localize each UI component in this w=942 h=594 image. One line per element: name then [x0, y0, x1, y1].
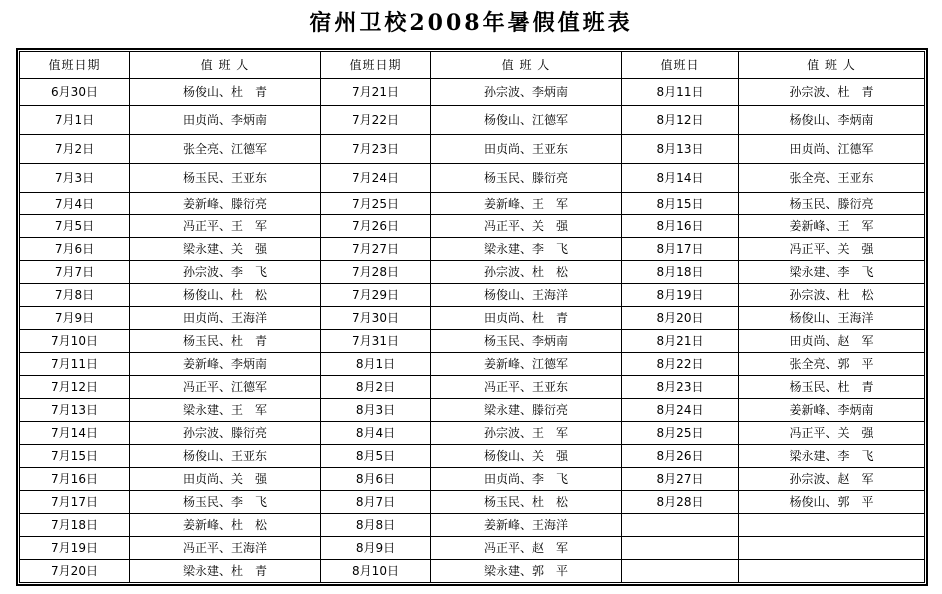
table-row	[20, 193, 925, 215]
person-cell: 杨玉民、杜 青	[739, 376, 925, 399]
person-cell: 梁永建、关 强	[130, 238, 321, 261]
duty-schedule-table	[19, 51, 925, 583]
date-cell: 7月2日	[20, 135, 130, 164]
date-cell: 8月26日	[622, 445, 739, 468]
date-cell: 7月30日	[321, 307, 431, 330]
date-cell: 8月9日	[321, 537, 431, 560]
date-cell: 7月10日	[20, 330, 130, 353]
date-cell: 7月17日	[20, 491, 130, 514]
header-date-1: 值班日期	[20, 52, 130, 79]
person-cell: 冯正平、王海洋	[130, 537, 321, 560]
date-cell: 7月23日	[321, 135, 431, 164]
person-cell: 姜新峰、王 军	[431, 193, 622, 215]
person-cell: 冯正平、关 强	[431, 215, 622, 238]
date-cell: 7月19日	[20, 537, 130, 560]
date-cell: 8月25日	[622, 422, 739, 445]
page-title: 宿州卫校2008年暑假值班表	[309, 10, 633, 36]
person-cell: 田贞尚、王海洋	[130, 307, 321, 330]
person-cell: 田贞尚、李 飞	[431, 468, 622, 491]
person-cell: 孙宗波、李 飞	[130, 261, 321, 284]
date-cell: 7月5日	[20, 215, 130, 238]
header-person-3: 值 班 人	[739, 52, 925, 79]
date-cell	[622, 514, 739, 537]
date-cell: 7月1日	[20, 106, 130, 135]
date-cell: 7月31日	[321, 330, 431, 353]
date-cell: 7月24日	[321, 164, 431, 193]
date-cell: 7月25日	[321, 193, 431, 215]
table-row	[20, 79, 925, 106]
person-cell: 姜新峰、王 军	[739, 215, 925, 238]
person-cell	[739, 560, 925, 583]
person-cell: 孙宗波、赵 军	[739, 468, 925, 491]
table-row	[20, 468, 925, 491]
table-row	[20, 399, 925, 422]
date-cell: 8月28日	[622, 491, 739, 514]
person-cell: 杨俊山、杜 青	[130, 79, 321, 106]
person-cell: 孙宗波、滕衍亮	[130, 422, 321, 445]
date-cell: 8月7日	[321, 491, 431, 514]
person-cell: 田贞尚、关 强	[130, 468, 321, 491]
date-cell: 7月14日	[20, 422, 130, 445]
table-row	[20, 106, 925, 135]
person-cell: 杨俊山、王亚东	[130, 445, 321, 468]
person-cell: 孙宗波、杜 松	[739, 284, 925, 307]
table-row	[20, 307, 925, 330]
date-cell: 8月18日	[622, 261, 739, 284]
date-cell: 8月20日	[622, 307, 739, 330]
date-cell: 8月22日	[622, 353, 739, 376]
person-cell: 梁永建、王 军	[130, 399, 321, 422]
person-cell: 姜新峰、滕衍亮	[130, 193, 321, 215]
date-cell: 7月29日	[321, 284, 431, 307]
date-cell: 8月3日	[321, 399, 431, 422]
table-row	[20, 445, 925, 468]
date-cell: 7月21日	[321, 79, 431, 106]
person-cell: 梁永建、郭 平	[431, 560, 622, 583]
person-cell: 杨玉民、李炳南	[431, 330, 622, 353]
person-cell: 梁永建、杜 青	[130, 560, 321, 583]
date-cell: 8月5日	[321, 445, 431, 468]
person-cell: 杨俊山、杜 松	[130, 284, 321, 307]
date-cell: 8月11日	[622, 79, 739, 106]
table-row	[20, 560, 925, 583]
person-cell: 杨玉民、王亚东	[130, 164, 321, 193]
person-cell: 张全亮、郭 平	[739, 353, 925, 376]
table-row	[20, 215, 925, 238]
date-cell: 8月1日	[321, 353, 431, 376]
person-cell: 田贞尚、杜 青	[431, 307, 622, 330]
date-cell: 7月7日	[20, 261, 130, 284]
date-cell: 7月4日	[20, 193, 130, 215]
date-cell: 7月26日	[321, 215, 431, 238]
person-cell: 姜新峰、李炳南	[130, 353, 321, 376]
table-row	[20, 491, 925, 514]
date-cell: 8月23日	[622, 376, 739, 399]
date-cell: 7月6日	[20, 238, 130, 261]
date-cell: 7月20日	[20, 560, 130, 583]
person-cell: 冯正平、关 强	[739, 422, 925, 445]
table-row	[20, 514, 925, 537]
person-cell: 姜新峰、王海洋	[431, 514, 622, 537]
date-cell	[622, 537, 739, 560]
date-cell: 6月30日	[20, 79, 130, 106]
person-cell: 梁永建、滕衍亮	[431, 399, 622, 422]
person-cell: 杨玉民、滕衍亮	[431, 164, 622, 193]
table-row	[20, 238, 925, 261]
person-cell: 杨俊山、关 强	[431, 445, 622, 468]
person-cell: 杨玉民、杜 松	[431, 491, 622, 514]
date-cell: 8月10日	[321, 560, 431, 583]
table-row	[20, 537, 925, 560]
person-cell: 杨俊山、王海洋	[739, 307, 925, 330]
table-row	[20, 164, 925, 193]
person-cell: 杨玉民、滕衍亮	[739, 193, 925, 215]
person-cell: 冯正平、关 强	[739, 238, 925, 261]
table-row	[20, 261, 925, 284]
date-cell: 7月22日	[321, 106, 431, 135]
person-cell: 冯正平、赵 军	[431, 537, 622, 560]
header-date-2: 值班日期	[321, 52, 431, 79]
date-cell: 8月2日	[321, 376, 431, 399]
person-cell: 梁永建、李 飞	[739, 445, 925, 468]
person-cell: 杨俊山、郭 平	[739, 491, 925, 514]
person-cell: 梁永建、李 飞	[431, 238, 622, 261]
date-cell: 7月9日	[20, 307, 130, 330]
date-cell: 7月12日	[20, 376, 130, 399]
date-cell: 8月6日	[321, 468, 431, 491]
header-person-2: 值 班 人	[431, 52, 622, 79]
date-cell: 8月27日	[622, 468, 739, 491]
table-row	[20, 284, 925, 307]
date-cell: 8月14日	[622, 164, 739, 193]
person-cell: 冯正平、王亚东	[431, 376, 622, 399]
table-row	[20, 376, 925, 399]
date-cell: 7月18日	[20, 514, 130, 537]
date-cell: 7月8日	[20, 284, 130, 307]
date-cell: 8月13日	[622, 135, 739, 164]
person-cell: 姜新峰、李炳南	[739, 399, 925, 422]
date-cell: 7月27日	[321, 238, 431, 261]
person-cell: 张全亮、江德军	[130, 135, 321, 164]
date-cell: 7月15日	[20, 445, 130, 468]
table-row	[20, 135, 925, 164]
date-cell: 8月4日	[321, 422, 431, 445]
person-cell: 梁永建、李 飞	[739, 261, 925, 284]
person-cell: 孙宗波、李炳南	[431, 79, 622, 106]
person-cell: 田贞尚、王亚东	[431, 135, 622, 164]
header-date-3: 值班日	[622, 52, 739, 79]
person-cell: 田贞尚、李炳南	[130, 106, 321, 135]
person-cell	[739, 514, 925, 537]
person-cell: 冯正平、王 军	[130, 215, 321, 238]
date-cell: 8月24日	[622, 399, 739, 422]
person-cell: 孙宗波、杜 松	[431, 261, 622, 284]
date-cell: 8月16日	[622, 215, 739, 238]
person-cell: 姜新峰、江德军	[431, 353, 622, 376]
date-cell: 7月28日	[321, 261, 431, 284]
date-cell: 7月11日	[20, 353, 130, 376]
date-cell	[622, 560, 739, 583]
header-row	[20, 52, 925, 79]
date-cell: 8月21日	[622, 330, 739, 353]
table-row	[20, 330, 925, 353]
header-person-1: 值 班 人	[130, 52, 321, 79]
person-cell: 田贞尚、赵 军	[739, 330, 925, 353]
date-cell: 7月16日	[20, 468, 130, 491]
person-cell: 杨俊山、王海洋	[431, 284, 622, 307]
person-cell: 杨俊山、江德军	[431, 106, 622, 135]
person-cell: 张全亮、王亚东	[739, 164, 925, 193]
person-cell: 孙宗波、王 军	[431, 422, 622, 445]
table-body	[20, 79, 925, 583]
person-cell: 杨玉民、杜 青	[130, 330, 321, 353]
table-row	[20, 353, 925, 376]
date-cell: 8月15日	[622, 193, 739, 215]
person-cell: 杨玉民、李 飞	[130, 491, 321, 514]
person-cell: 孙宗波、杜 青	[739, 79, 925, 106]
date-cell: 8月19日	[622, 284, 739, 307]
date-cell: 8月12日	[622, 106, 739, 135]
date-cell: 8月17日	[622, 238, 739, 261]
person-cell	[739, 537, 925, 560]
person-cell: 姜新峰、杜 松	[130, 514, 321, 537]
person-cell: 杨俊山、李炳南	[739, 106, 925, 135]
date-cell: 7月3日	[20, 164, 130, 193]
person-cell: 田贞尚、江德军	[739, 135, 925, 164]
table-row	[20, 422, 925, 445]
date-cell: 8月8日	[321, 514, 431, 537]
date-cell: 7月13日	[20, 399, 130, 422]
person-cell: 冯正平、江德军	[130, 376, 321, 399]
